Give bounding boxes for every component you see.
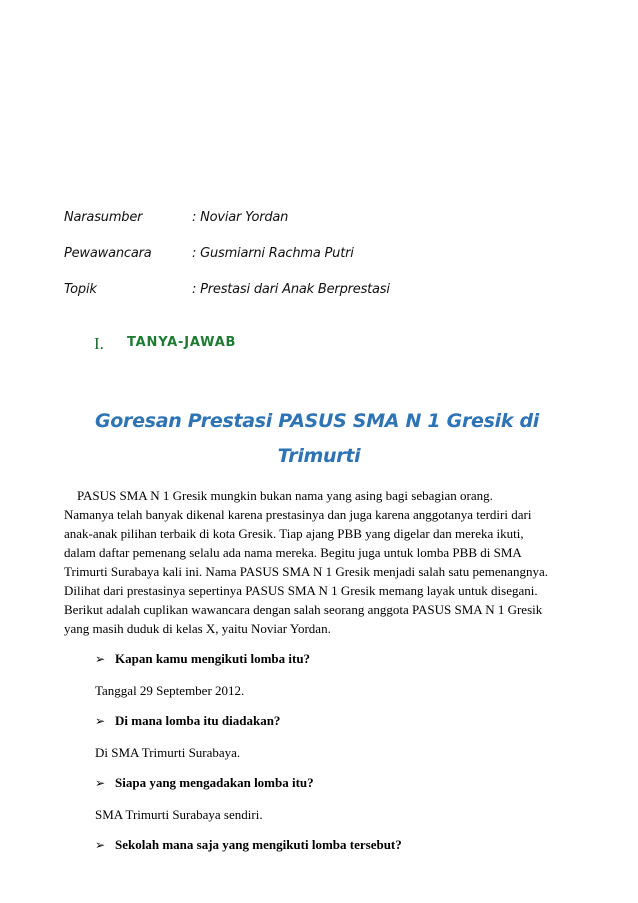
body-line: dalam daftar pemenang selalu ada nama mereka. Begitu juga untuk lomba PBB di SMA xyxy=(64,545,522,560)
arrow-bullet-icon: ➢ xyxy=(95,838,106,852)
question-item xyxy=(95,651,310,667)
meta-value: : Gusmiarni Rachma Putri xyxy=(192,246,354,261)
body-line: Dilihat dari prestasinya sepertinya PASUS SMA N 1 Gresik memang layak untuk disegani. xyxy=(64,583,538,598)
body-line: PASUS SMA N 1 Gresik mungkin bukan nama yang asing bagi sebagian orang. xyxy=(64,488,493,503)
body-line: Berikut adalah cuplikan wawancara dengan salah seorang anggota PASUS SMA N 1 Gresik xyxy=(64,602,543,617)
body-line: anak-anak pilihan terbaik di kota Gresik. Tiap ajang PBB yang digelar dan mereka ikuti, xyxy=(64,526,524,541)
section-number: I. xyxy=(94,334,104,353)
answer-text: SMA Trimurti Surabaya sendiri. xyxy=(95,807,263,822)
question-text: Sekolah mana saja yang mengikuti lomba tersebut? xyxy=(115,837,402,852)
body-line: yang masih duduk di kelas X, yaitu Noviar Yordan. xyxy=(64,621,331,636)
meta-label: Topik xyxy=(64,282,97,297)
meta-label: Narasumber xyxy=(64,210,143,225)
arrow-bullet-icon: ➢ xyxy=(95,652,106,666)
meta-value: : Prestasi dari Anak Berprestasi xyxy=(192,282,390,297)
body-line: Trimurti Surabaya kali ini. Nama PASUS SMA N 1 Gresik menjadi salah satu pemenangnya. xyxy=(64,564,548,579)
article-title-line-1: Goresan Prestasi PASUS SMA N 1 Gresik di xyxy=(94,410,540,432)
article-title-line-2: Trimurti xyxy=(277,445,361,467)
meta-row-pewawancara xyxy=(64,246,354,261)
question-text: Kapan kamu mengikuti lomba itu? xyxy=(115,651,311,666)
question-item xyxy=(95,775,314,791)
meta-label: Pewawancara xyxy=(64,246,152,261)
meta-row-narasumber xyxy=(64,210,288,225)
arrow-bullet-icon: ➢ xyxy=(95,776,106,790)
question-text: Di mana lomba itu diadakan? xyxy=(115,713,281,728)
arrow-bullet-icon: ➢ xyxy=(95,714,106,728)
section-title: TANYA-JAWAB xyxy=(127,335,237,350)
meta-value: : Noviar Yordan xyxy=(192,210,289,225)
meta-row-topik xyxy=(64,282,390,297)
answer-text: Di SMA Trimurti Surabaya. xyxy=(95,745,241,760)
question-item xyxy=(95,837,402,853)
answer-text: Tanggal 29 September 2012. xyxy=(95,683,245,698)
question-item xyxy=(95,713,280,729)
body-line: Namanya telah banyak dikenal karena prestasinya dan juga karena anggotanya terdiri dari xyxy=(64,507,532,522)
question-text: Siapa yang mengadakan lomba itu? xyxy=(115,775,314,790)
